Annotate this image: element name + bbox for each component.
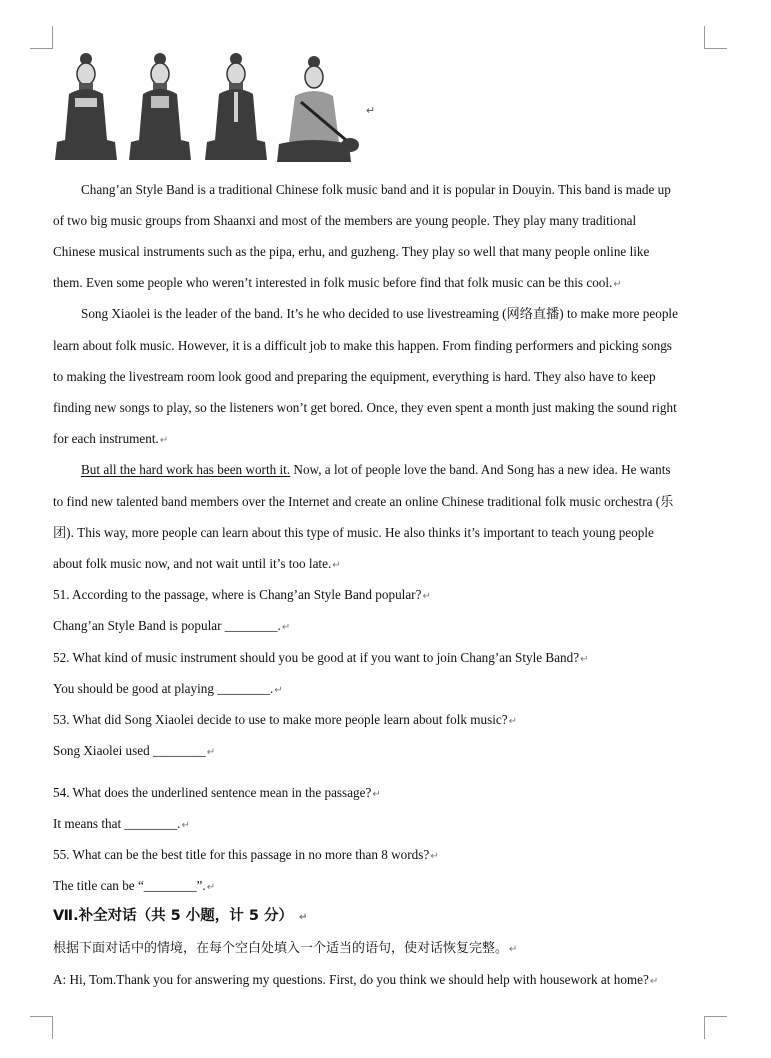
answer-51 [53, 617, 713, 637]
section-instruction [53, 940, 713, 959]
paragraph-mark: ↵ [580, 654, 589, 665]
paragraph-mark: ↵ [372, 789, 381, 800]
p3-line-4 [53, 555, 713, 575]
paragraph-mark: ↵ [299, 912, 308, 923]
page-corner-mark-top-right [704, 26, 727, 49]
section-heading [53, 907, 713, 927]
dialogue-line-a1 [53, 971, 713, 991]
p2-line-2: learn about folk music. However, it is a difficult job to make this happen. From finding performers and picking songs [53, 338, 672, 353]
paragraph-mark: ↵ [206, 882, 216, 893]
paragraph-mark: ↵ [509, 944, 518, 955]
figurine-4 [277, 56, 359, 162]
question-55-text: 55. What can be the best title for this passage in no more than 8 words? [53, 847, 430, 862]
p2-line-1: Song Xiaolei is the leader of the band. It’s he who decided to use livestreaming (网络直播) to make more people [81, 306, 678, 321]
page-corner-mark-bottom-right [704, 1016, 727, 1039]
figurine-3 [205, 53, 267, 160]
p1-line-4 [53, 274, 713, 294]
p1-line-1: Chang’an Style Band is a traditional Chinese folk music band and it is popular in Douyin. This band is made up [81, 182, 671, 197]
p3-line-2: to find new talented band members over the Internet and create an online Chinese traditional folk music orchestra (乐 [53, 494, 674, 509]
question-55 [53, 846, 713, 866]
question-51-text: 51. According to the passage, where is Chang’an Style Band popular? [53, 587, 422, 602]
figurine-1 [55, 53, 117, 160]
p1-line-4-text: them. Even some people who weren’t interested in folk music before find that folk music can be this cool. [53, 275, 613, 290]
p3-line-1-rest: Now, a lot of people love the band. And Song has a new idea. He wants [290, 462, 671, 477]
answer-53 [53, 742, 713, 762]
page-corner-mark-top-left [30, 26, 53, 49]
paragraph-mark: ↵ [159, 435, 169, 446]
question-51 [53, 586, 713, 606]
underlined-sentence: But all the hard work has been worth it. [81, 462, 291, 477]
answer-53-text: Song Xiaolei used ________ [53, 743, 206, 758]
question-54-text: 54. What does the underlined sentence mean in the passage? [53, 785, 372, 800]
section-instruction-text: 根据下面对话中的情境，在每个空白处填入一个适当的语句，使对话恢复完整。 [53, 941, 509, 956]
question-53-text: 53. What did Song Xiaolei decide to use to make more people learn about folk music? [53, 712, 508, 727]
paragraph-mark: ↵ [430, 851, 439, 862]
section-heading-text: Ⅶ.补全对话（共 5 小题，计 5 分） [53, 908, 293, 924]
answer-52-text: You should be good at playing ________. [53, 681, 274, 696]
p2-line-5-text: for each instrument. [53, 431, 159, 446]
p2-line-3: to making the livestream room look good and preparing the equipment, everything is hard. They also have to keep [53, 369, 656, 384]
paragraph-mark: ↵ [206, 747, 216, 758]
p3-line-3: 团). This way, more people can learn about this type of music. He also thinks it’s important to teach young people [53, 525, 654, 540]
answer-54-text: It means that ________. [53, 816, 181, 831]
paragraph-mark: ↵ [332, 560, 341, 571]
dialogue-line-a1-text: A: Hi, Tom.Thank you for answering my questions. First, do you think we should help with housework at home? [53, 972, 649, 987]
answer-55-text: The title can be “________”. [53, 878, 206, 893]
paragraph-mark: ↵ [181, 820, 190, 831]
p2-line-4: finding new songs to play, so the listeners won’t get bored. Once, they even spent a month just making the sound right [53, 400, 677, 415]
paragraph-mark: ↵ [613, 279, 622, 290]
question-52-text: 52. What kind of music instrument should you be good at if you want to join Chang’an Style Band? [53, 650, 580, 665]
p3-line-1 [53, 461, 741, 479]
p1-line-3: Chinese musical instruments such as the pipa, erhu, and guzheng. They play so well that many people online like [53, 244, 650, 259]
question-54 [53, 784, 713, 804]
musician-figurines-image [53, 50, 365, 166]
figurine-2 [129, 53, 191, 160]
p3-line-4-text: about folk music now, and not wait until it’s too late. [53, 556, 332, 571]
p1-line-2: of two big music groups from Shaanxi and most of the members are young people. They play many traditional [53, 213, 637, 228]
question-53 [53, 711, 713, 731]
answer-52 [53, 680, 713, 700]
answer-51-text: Chang’an Style Band is popular ________. [53, 618, 281, 633]
answer-55 [53, 877, 713, 897]
paragraph-mark: ↵ [508, 716, 517, 727]
paragraph-mark: ↵ [281, 622, 291, 633]
page-corner-mark-bottom-left [30, 1016, 53, 1039]
p2-line-5 [53, 430, 713, 450]
paragraph-mark: ↵ [422, 591, 431, 602]
answer-54 [53, 815, 713, 835]
question-52 [53, 649, 713, 669]
paragraph-mark: ↵ [274, 685, 283, 696]
paragraph-mark: ↵ [366, 105, 376, 117]
paragraph-mark: ↵ [649, 976, 659, 987]
